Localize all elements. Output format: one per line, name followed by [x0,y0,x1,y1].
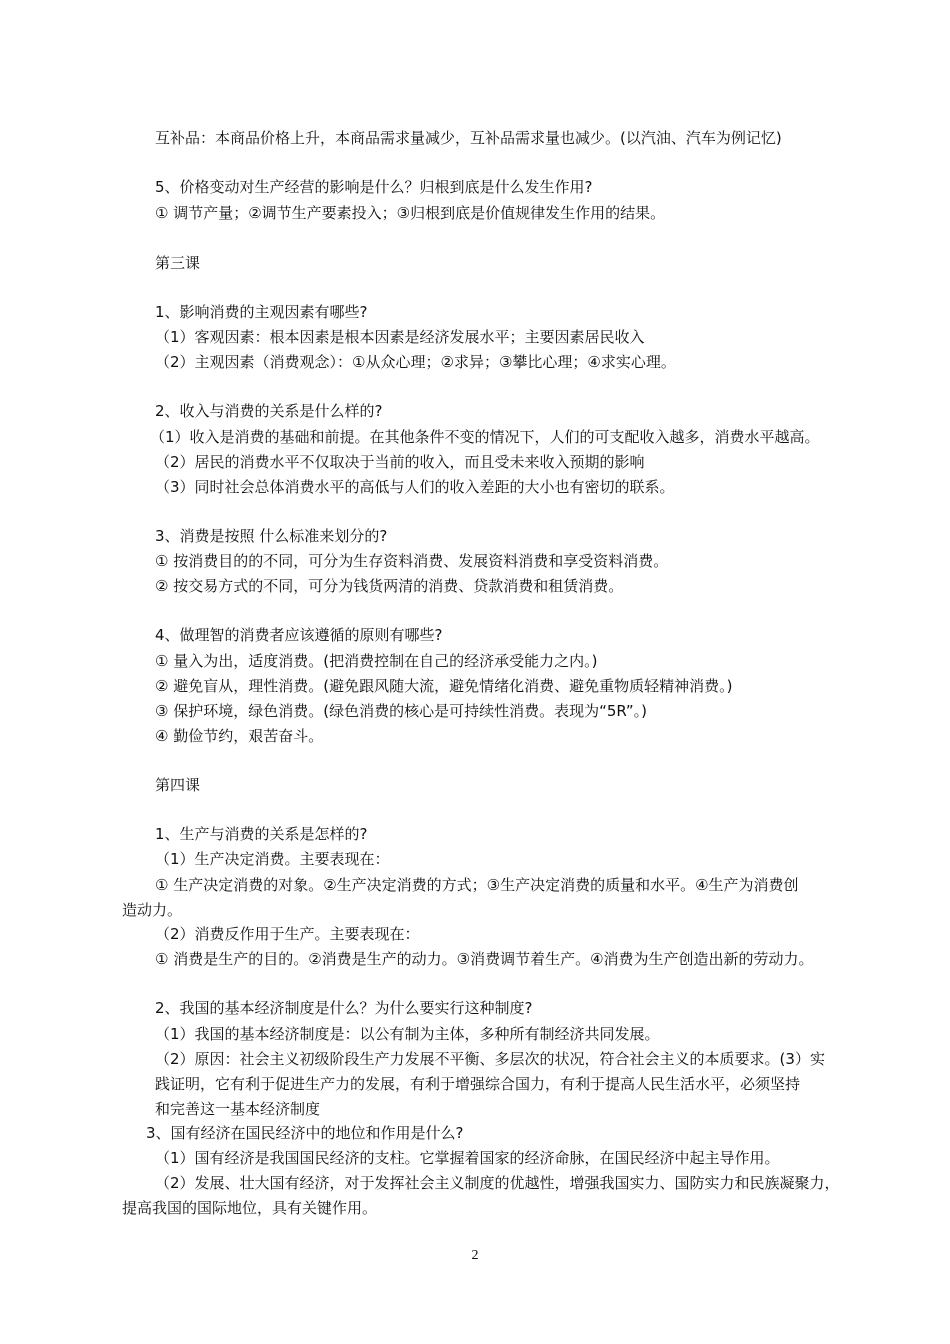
question-heading: 2、我国的基本经济制度是什么？为什么要实行这种制度? [155,999,533,1017]
text-line: （2）发展、壮大国有经济，对于发挥社会主义制度的优越性，增强我国实力、国防实力和民族凝聚力， [155,1174,840,1192]
question-heading: 3、消费是按照 什么标准来划分的? [155,527,388,545]
question-heading: 1、影响消费的主观因素有哪些? [155,303,368,321]
question-heading: 4、做理智的消费者应该遵循的原则有哪些? [155,626,443,644]
lesson-heading: 第四课 [155,776,201,794]
question-heading: 1、生产与消费的关系是怎样的? [155,825,368,843]
text-line: （2）消费反作用于生产。主要表现在： [155,925,420,943]
text-line: 提高我国的国际地位，具有关键作用。 [122,1199,378,1217]
text-line: （1）国有经济是我国国民经济的支柱。它掌握着国家的经济命脉，在国民经济中起主导作用。 [155,1149,780,1167]
text-line: （1）收入是消费的基础和前提。在其他条件不变的情况下，人们的可支配收入越多，消费水平越高。 [150,428,820,446]
text-line: ③ 保护环境，绿色消费。(绿色消费的核心是可持续性消费。表现为“5R”。) [155,702,647,720]
question-heading: 2、收入与消费的关系是什么样的? [155,402,383,420]
text-line: ① 生产决定消费的对象。②生产决定消费的方式；③生产决定消费的质量和水平。④生产为消费创 [155,876,799,894]
text-line: （1）生产决定消费。主要表现在： [155,850,390,868]
lesson-heading: 第三课 [155,254,201,272]
text-line: ② 避免盲从，理性消费。(避免跟风随大流，避免情绪化消费、避免重物质轻精神消费。) [155,677,733,695]
text-line: （3）同时社会总体消费水平的高低与人们的收入差距的大小也有密切的联系。 [155,478,675,496]
text-line: （2）原因：社会主义初级阶段生产力发展不平衡、多层次的状况，符合社会主义的本质要求。(3）实 [155,1050,825,1068]
text-line: ① 量入为出，适度消费。(把消费控制在自己的经济承受能力之内。) [155,652,598,670]
text-line: （2）主观因素（消费观念）：①从众心理；②求异；③攀比心理；④求实心理。 [155,353,676,371]
text-line: 互补品：本商品价格上升，本商品需求量减少，互补品需求量也减少。(以汽油、汽车为例记忆) [155,129,782,147]
question-heading: 5、价格变动对生产经营的影响是什么？归根到底是什么发生作用? [155,178,593,196]
page-number: 2 [471,1248,479,1263]
text-line: ② 按交易方式的不同，可分为钱货两清的消费、贷款消费和租赁消费。 [155,577,624,595]
question-heading: 3、国有经济在国民经济中的地位和作用是什么? [146,1124,464,1142]
text-line: 践证明，它有利于促进生产力的发展，有利于增强综合国力，有利于提高人民生活水平，必须坚持 [155,1075,801,1093]
text-line: ④ 勤俭节约，艰苦奋斗。 [155,727,324,745]
text-line: ① 按消费目的的不同，可分为生存资料消费、发展资料消费和享受资料消费。 [155,552,669,570]
text-line: （1）我国的基本经济制度是：以公有制为主体，多种所有制经济共同发展。 [155,1025,660,1043]
text-line: （2）居民的消费水平不仅取决于当前的收入，而且受未来收入预期的影响 [155,453,645,471]
text-line: ① 消费是生产的目的。②消费是生产的动力。③消费调节着生产。④消费为生产创造出新的劳动力。 [155,950,814,968]
text-line: 造动力。 [122,901,183,919]
text-line: ① 调节产量；②调节生产要素投入；③归根到底是价值规律发生作用的结果。 [155,204,666,222]
text-line: 和完善这一基本经济制度 [155,1100,321,1118]
text-line: （1）客观因素：根本因素是根本因素是经济发展水平；主要因素居民收入 [155,328,645,346]
